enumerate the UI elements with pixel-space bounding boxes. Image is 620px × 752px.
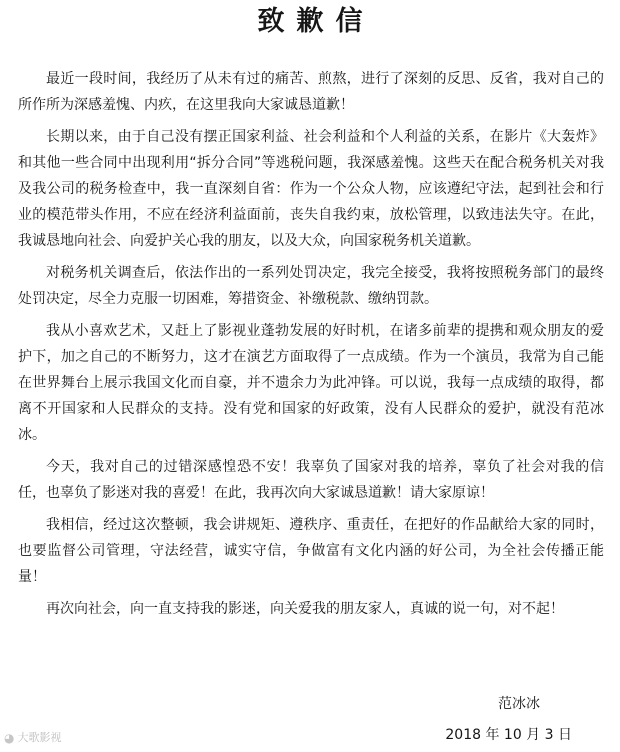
paragraph-4: 我从小喜欢艺术，又赶上了影视业蓬勃发展的好时机，在诸多前辈的提携和观众朋友的爱护下，加之自己的不断努力，这才在演艺方面取得了一点成绩。作为一个演员，我常为自己能在世界舞台上展示我国文化而自豪，并不遗余力为此冲锋。可以说，我每一点成绩的取得，都离不开国家和人民群众的支持。没有党和国家的好政策，没有人民群众的爱护，就没有范冰冰。 <box>18 323 604 443</box>
paragraph-2: 长期以来，由于自己没有摆正国家利益、社会利益和个人利益的关系，在影片《大轰炸》和其他一些合同中出现利用“拆分合同”等逃税问题，我深感羞愧。这些天在配合税务机关对我及我公司的税务检查中，我一直深刻自省：作为一个公众人物，应该遵纪守法，起到社会和行业的模范带头作用，不应在经济利益面前，丧失自我约束，放松管理，以致违法失守。在此，我诚恳地向社会、向爱护关心我的朋友，以及大众，向国家税务机关道歉。 <box>18 129 604 249</box>
letter-date: 2018 年 10 月 3 日 <box>445 727 572 743</box>
paragraph-1: 最近一段时间，我经历了从未有过的痛苦、煎熬，进行了深刻的反思、反省，我对自己的所作所为深感羞愧、内疚，在这里我向大家诚恳道歉！ <box>18 71 604 113</box>
paragraph-5: 今天，我对自己的过错深感惶恐不安！我辜负了国家对我的培养，辜负了社会对我的信任，也辜负了影迷对我的喜爱！在此，我再次向大家诚恳道歉！请大家原谅！ <box>18 459 604 501</box>
weibo-logo-icon: ◕ <box>4 731 15 745</box>
signature: 范冰冰 <box>498 696 540 712</box>
paragraph-3: 对税务机关调查后，依法作出的一系列处罚决定，我完全接受，我将按照税务部门的最终处罚决定，尽全力克服一切困难，筹措资金、补缴税款、缴纳罚款。 <box>18 265 604 307</box>
letter-title: 致歉信 <box>257 6 375 37</box>
watermark <box>4 730 61 746</box>
letter-body <box>18 66 604 628</box>
paragraph-6: 我相信，经过这次整顿，我会讲规矩、遵秩序、重责任，在把好的作品献给大家的同时，也要监督公司管理，守法经营，诚实守信，争做富有文化内涵的好公司，为全社会传播正能量！ <box>18 517 604 585</box>
paragraph-7: 再次向社会，向一直支持我的影迷，向关爱我的朋友家人，真诚的说一句，对不起！ <box>46 601 564 617</box>
watermark-text: 大歌影视 <box>17 731 62 744</box>
